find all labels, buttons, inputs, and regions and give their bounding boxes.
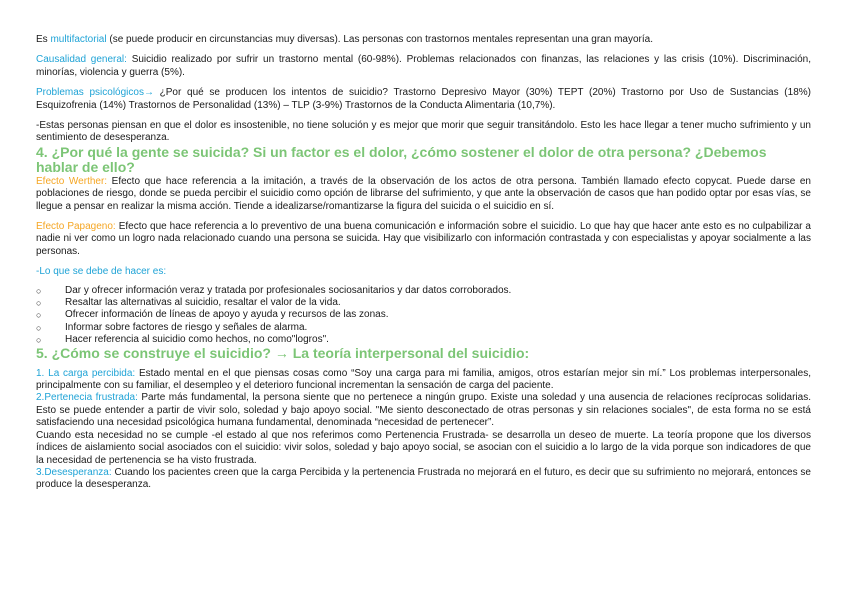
term-multifactorial: multifactorial [50,34,107,45]
paragraph-problemas [36,87,811,112]
term-efecto-papageno: Efecto Papageno: [36,221,116,233]
term-carga-percibida: 1. La carga percibida: [36,367,136,379]
document-page [36,34,811,492]
paragraph-text: Cuando los pacientes creen que la carga Percibida y la pertenencia Frustrada no mejorará en el futuro, es decir que su sufrimiento no mejorará, entonces se produce la desesperanza. [36,466,811,491]
paragraph-text: Suicidio realizado por sufrir un trastorno mental (60-98%). Problemas relacionados con finanzas, las relaciones y las crisis (10%). Discriminación, minorías, violencia y guerra (5%). [36,54,811,78]
list-item: ○ Hacer referencia al suicidio como hechos, no como"logros". [36,334,811,346]
term-problemas-psicologicos: Problemas psicológicos [36,87,144,99]
paragraph-text: Parte más fundamental, la persona siente que no pertenece a ningún grupo. Existe una soledad y una ausencia de relaciones recíprocas solidarias. Esto se puede entender a partir de vivir solo, soledad y bajo apoyo social. "Me siento desconectado de otras personas y sin relaciones sociales", de esta forma no se está satisfaciendo una necesidad psicológica humana fundamental, denominada “necesidad de pertenecer”. [36,392,811,429]
paragraph-text: (se puede producir en circunstancias muy diversas). Las personas con trastornos mentales representan una gran mayoría. [106,34,653,45]
list-item: ○ Informar sobre factores de riesgo y señales de alarma. [36,322,811,334]
paragraph-papageno [36,221,811,258]
paragraph-text: Estado mental en el que piensas cosas como “Soy una carga para mi familia, amigos, otros estarían mejor sin mí.” Los problemas interpersonales, principalmente con su familiar, el desempleo y el deterioro funcional incrementan la sensación de carga del paciente. [36,367,812,392]
paragraph-causalidad [36,54,811,79]
list-item: ○ Resaltar las alternativas al suicidio, resaltar el valor de la vida. [36,297,811,309]
paragraph-pertenencia-frustrada [36,392,811,429]
paragraph-text: Cuando esta necesidad no se cumple -el estado al que nos referimos como Pertenencia Frustrada- se desarrolla un deseo de muerte. La teoría propone que los diversos índices de aislamiento social asociados con el suicidio: vivir solos, soledad y bajo apoyo social, se asocian con el suicidio a lo largo de la vida porque son indicadores de que la necesidad de pertenencia se ha visto frustrada. [36,429,811,466]
paragraph-desesperanza [36,467,811,492]
list-item: ○ Dar y ofrecer información veraz y tratada por profesionales sociosanitarios y dar datos corroborados. [36,285,811,297]
section-heading-4: 4. ¿Por qué la gente se suicida? Si un factor es el dolor, ¿cómo sostener el dolor de otra persona? ¿Debemos hablar de ello? [36,143,767,176]
paragraph-carga-percibida [36,368,811,393]
section-heading-5: 5. ¿Cómo se construye el suicidio? → La teoría interpersonal del suicidio: [36,345,530,362]
arrow-right-icon: → [143,87,154,99]
term-causalidad-general: Causalidad general: [36,54,127,66]
term-efecto-werther: Efecto Werther: [36,175,108,187]
paragraph-text: Efecto que hace referencia a la imitación, a través de la observación de los actos de otra persona. También llamado efecto copycat. Puede darse en poblaciones de riesgo, donde se pueda percibir el suicidio como opción de librarse del sufrimiento, y que ante la observación de casos que han podido optar por esas vías, se llegue a pensar en realizar la misma acción. Tiende a idealizarse/romantizarse la figura del suicida o el suicidio en sí. [36,175,811,212]
paragraph-prefix: Es [36,34,51,45]
term-pertenencia-frustrada: 2.Pertenecia frustrada: [36,392,138,404]
paragraph-werther [36,176,811,213]
lo-que-se-debe-heading: -Lo que se debe de hacer es: [36,266,167,278]
paragraph-text: ¿Por qué se producen los intentos de suicidio? Trastorno Depresivo Mayor (30%) TEPT (20%) Trastorno por Uso de Sustancias (18%) Esquizofrenia (14%) Trastornos de Personalidad (13%) – TLP (3-9%) Trastornos de la Conducta Alimentaria (10,7%). [36,87,811,111]
paragraph-multifactorial [36,34,811,46]
list-item: ○ Ofrecer información de líneas de apoyo y ayuda y recursos de las zonas. [36,309,811,321]
term-desesperanza: 3.Desesperanza: [36,466,112,478]
paragraph-text: Efecto que hace referencia a lo preventivo de una buena comunicación e información sobre el suicidio. Lo que hay que hacer ante esto es no culpabilizar a nadie ni ver como un logro nada relacionado cuando una persona se suicida. Hay que visibilizarlo con información contrastada y con especialistas y apoyar socialmente a las personas. [36,221,811,257]
recommendation-list [36,285,811,346]
paragraph-text: -Estas personas piensan en que el dolor es insostenible, no tiene solución y es mejor que morir que seguir transitándolo. Esto les hace llegar a tener mucho sufrimiento y un sentimiento de desesperanza. [36,120,811,144]
paragraph-necesidad [36,430,811,467]
paragraph-dolor [36,120,811,145]
